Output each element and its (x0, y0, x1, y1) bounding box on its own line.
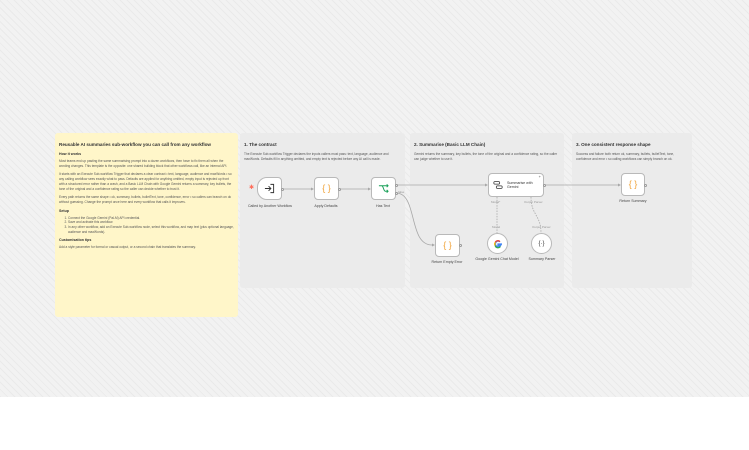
pin-indicator: + (538, 174, 541, 179)
port-label-output-parser: Output Parser (524, 200, 543, 204)
port-label-model: Model* (491, 200, 501, 204)
setup-step: 2. Save and activate this workflow. (68, 220, 234, 225)
port-label-false: false (398, 190, 405, 194)
node-return-summary[interactable] (621, 173, 645, 196)
note-paragraph: Add a style parameter for formal or casual output, or a second chain that translates the summary. (59, 245, 196, 250)
output-port[interactable] (543, 184, 546, 187)
note-title: 3. One consistent response shape (576, 142, 651, 147)
output-port[interactable] (644, 184, 647, 187)
note-title: 2. Summarise (Basic LLM Chain) (414, 142, 486, 147)
note-paragraph: Gemini returns the summary, key bullets, the tone of the original and a confidence rating, so the caller can judge whether to use it. (414, 152, 558, 161)
port-label-output-parser: Output Parser (532, 225, 551, 229)
node-google-gemini-chat-model[interactable] (487, 233, 508, 254)
node-summarise-with-gemini[interactable] (488, 173, 544, 197)
note-paragraph: It starts with an Execute Sub-workflow Trigger that declares a clear contract • text, language, audience and maxWords • so any calling workflow sees exactly what to pass. Defaults are applied for anything omitted, empty input is rejected up front with a structured error rather than a crash, and a Basic LLM Chain with Google Gemini returns a summary, key bullets, the tone of the original and a confidence rating so the caller can decide whether to trust it. (59, 172, 232, 191)
note-title: Reusable AI summaries sub-workflow you can call from any workflow (59, 142, 211, 147)
node-has-text[interactable] (371, 177, 396, 200)
sign-in-arrow-icon (264, 183, 275, 194)
google-icon (493, 239, 503, 249)
note-title: 1. The contract (244, 142, 277, 147)
node-label: Has Text (376, 204, 390, 208)
setup-step: 1. Connect the Google Gemini (PaLM) API credential. (68, 216, 234, 221)
node-summary-parser[interactable] (531, 233, 552, 254)
output-port[interactable] (338, 188, 341, 191)
note-paragraph: Success and failure both return ok, summary, bullets, bulletText, tone, confidence and error • so calling workflows can simply branch on ok. (576, 152, 675, 161)
output-port[interactable] (459, 244, 462, 247)
code-braces-icon: { } (628, 179, 638, 189)
node-label: Return Summary (619, 199, 647, 203)
node-called-by-another-workflow[interactable] (257, 177, 282, 200)
note-paragraph: The Execute Sub-workflow Trigger declares the inputs callers must pass: text, language, audience and maxWords. Defaults fill in anything omitted, and empty text is rejected before any AI call is made. (244, 152, 389, 161)
note-heading-how: How it works (59, 152, 82, 156)
node-label: Called by Another Workflow (247, 204, 293, 208)
node-apply-defaults[interactable] (314, 177, 339, 200)
port-label-model: Model (492, 225, 501, 229)
note-heading-customisation: Customisation tips (59, 238, 92, 243)
node-label: Summary Parser (528, 257, 556, 261)
page-footer-blank (0, 397, 749, 450)
output-port-true[interactable] (395, 184, 398, 187)
bolt-icon: ✱ (249, 185, 255, 191)
json-braces-icon: {·} (538, 240, 545, 247)
output-port[interactable] (281, 188, 284, 191)
connection-hastext-empty[interactable] (396, 193, 432, 245)
setup-step: 3. In any other workflow, add an Execute Sub-workflow node, select this workflow, and map text (plus optional language, audience and maxWords). (68, 225, 234, 234)
node-label: Google Gemini Chat Model (475, 257, 519, 261)
node-label: Return Empty Error (431, 260, 463, 264)
node-label: Apply Defaults (314, 204, 338, 208)
chain-icon (493, 180, 503, 190)
if-branch-icon (378, 183, 389, 194)
node-return-empty-error[interactable] (435, 234, 460, 257)
note-heading-setup: Setup (59, 208, 69, 213)
note-paragraph: Most teams end up pasting the same summarising prompt into a dozen workflows, then have to fix them all when the wording changes. This template is the opposite: one shared building block that other workflows call, like an internal API. (59, 159, 228, 168)
node-inline-label: Summarise with Gemini (507, 180, 533, 189)
code-braces-icon: { } (322, 183, 331, 193)
note-paragraph: Every path returns the same shape • ok, summary, bullets, bulletText, tone, confidence, error • so callers can branch on ok without guessing. Change the prompt once here and every workflow that calls it improves. (59, 195, 232, 204)
code-braces-icon: { } (443, 240, 452, 250)
